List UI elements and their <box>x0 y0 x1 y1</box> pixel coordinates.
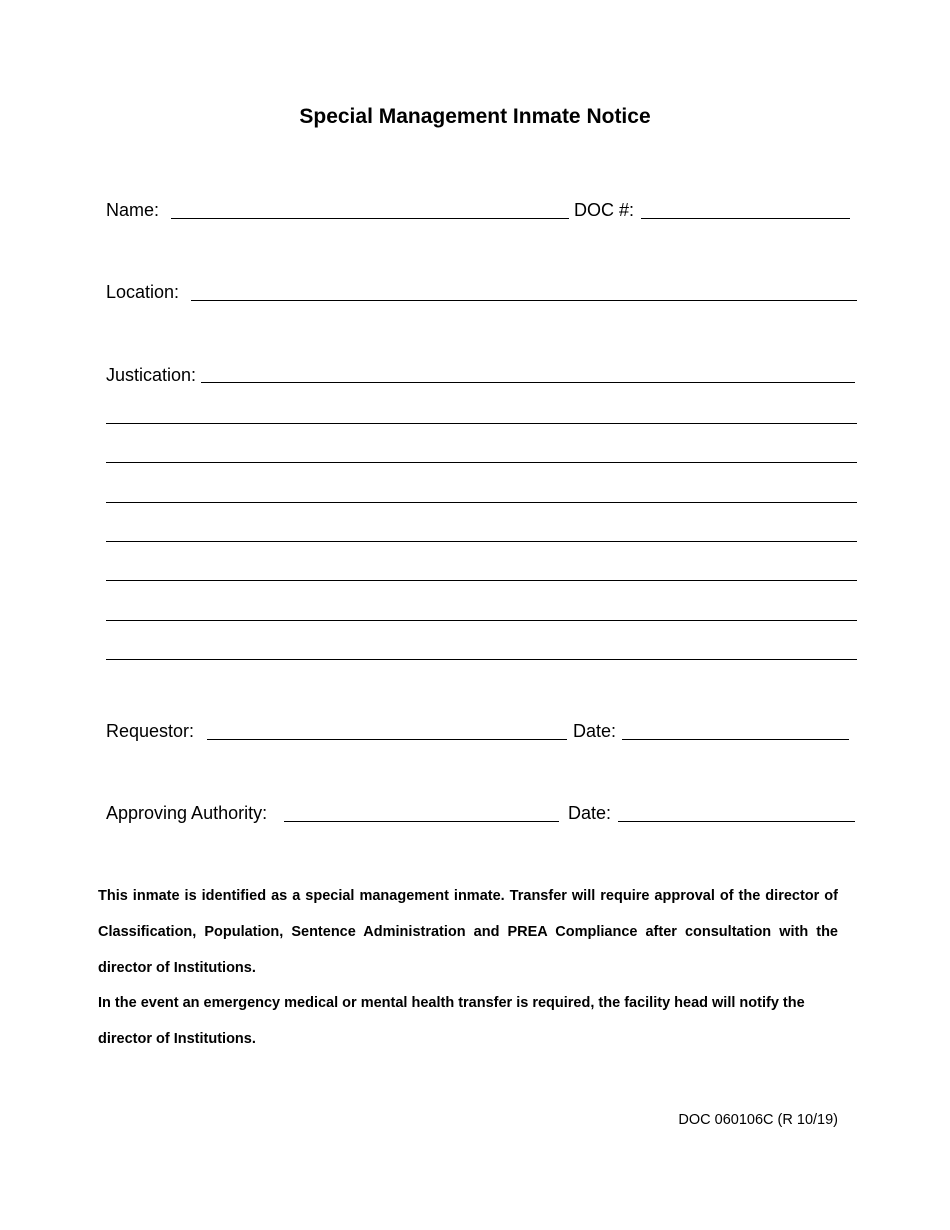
justification-field-line-7[interactable] <box>106 620 857 621</box>
approving-authority-field[interactable] <box>284 821 559 822</box>
form-code: DOC 060106C (R 10/19) <box>678 1112 838 1128</box>
justification-field-line-4[interactable] <box>106 502 857 503</box>
page-title: Special Management Inmate Notice <box>299 105 651 128</box>
justification-field-line-3[interactable] <box>106 462 857 463</box>
requestor-date-field[interactable] <box>622 739 849 740</box>
name-field[interactable] <box>171 218 569 219</box>
justification-field-line-5[interactable] <box>106 541 857 542</box>
justification-field-line-8[interactable] <box>106 659 857 660</box>
approval-date-field[interactable] <box>618 821 855 822</box>
doc-number-field[interactable] <box>641 218 850 219</box>
justification-field-line-6[interactable] <box>106 580 857 581</box>
doc-number-label: DOC #: <box>574 200 635 220</box>
approval-date-label: Date: <box>568 803 612 823</box>
justification-field-line-1[interactable] <box>201 382 855 383</box>
requestor-date-label: Date: <box>573 721 617 741</box>
location-label: Location: <box>106 282 180 302</box>
name-label: Name: <box>106 200 160 220</box>
approving-authority-label: Approving Authority: <box>106 803 268 823</box>
requestor-field[interactable] <box>207 739 567 740</box>
justification-label: Justication: <box>106 365 197 385</box>
notice-paragraph-1: This inmate is identified as a special management inmate. Transfer will require approval of the director of Classification, Population, Sentence Administration and PREA Compliance after consultation with the director of Institutions. <box>98 888 838 976</box>
location-field[interactable] <box>191 300 857 301</box>
justification-field-line-2[interactable] <box>106 423 857 424</box>
notice-paragraph-2: In the event an emergency medical or mental health transfer is required, the facility head will notify the director of Institutions. <box>98 995 805 1047</box>
requestor-label: Requestor: <box>106 721 195 741</box>
